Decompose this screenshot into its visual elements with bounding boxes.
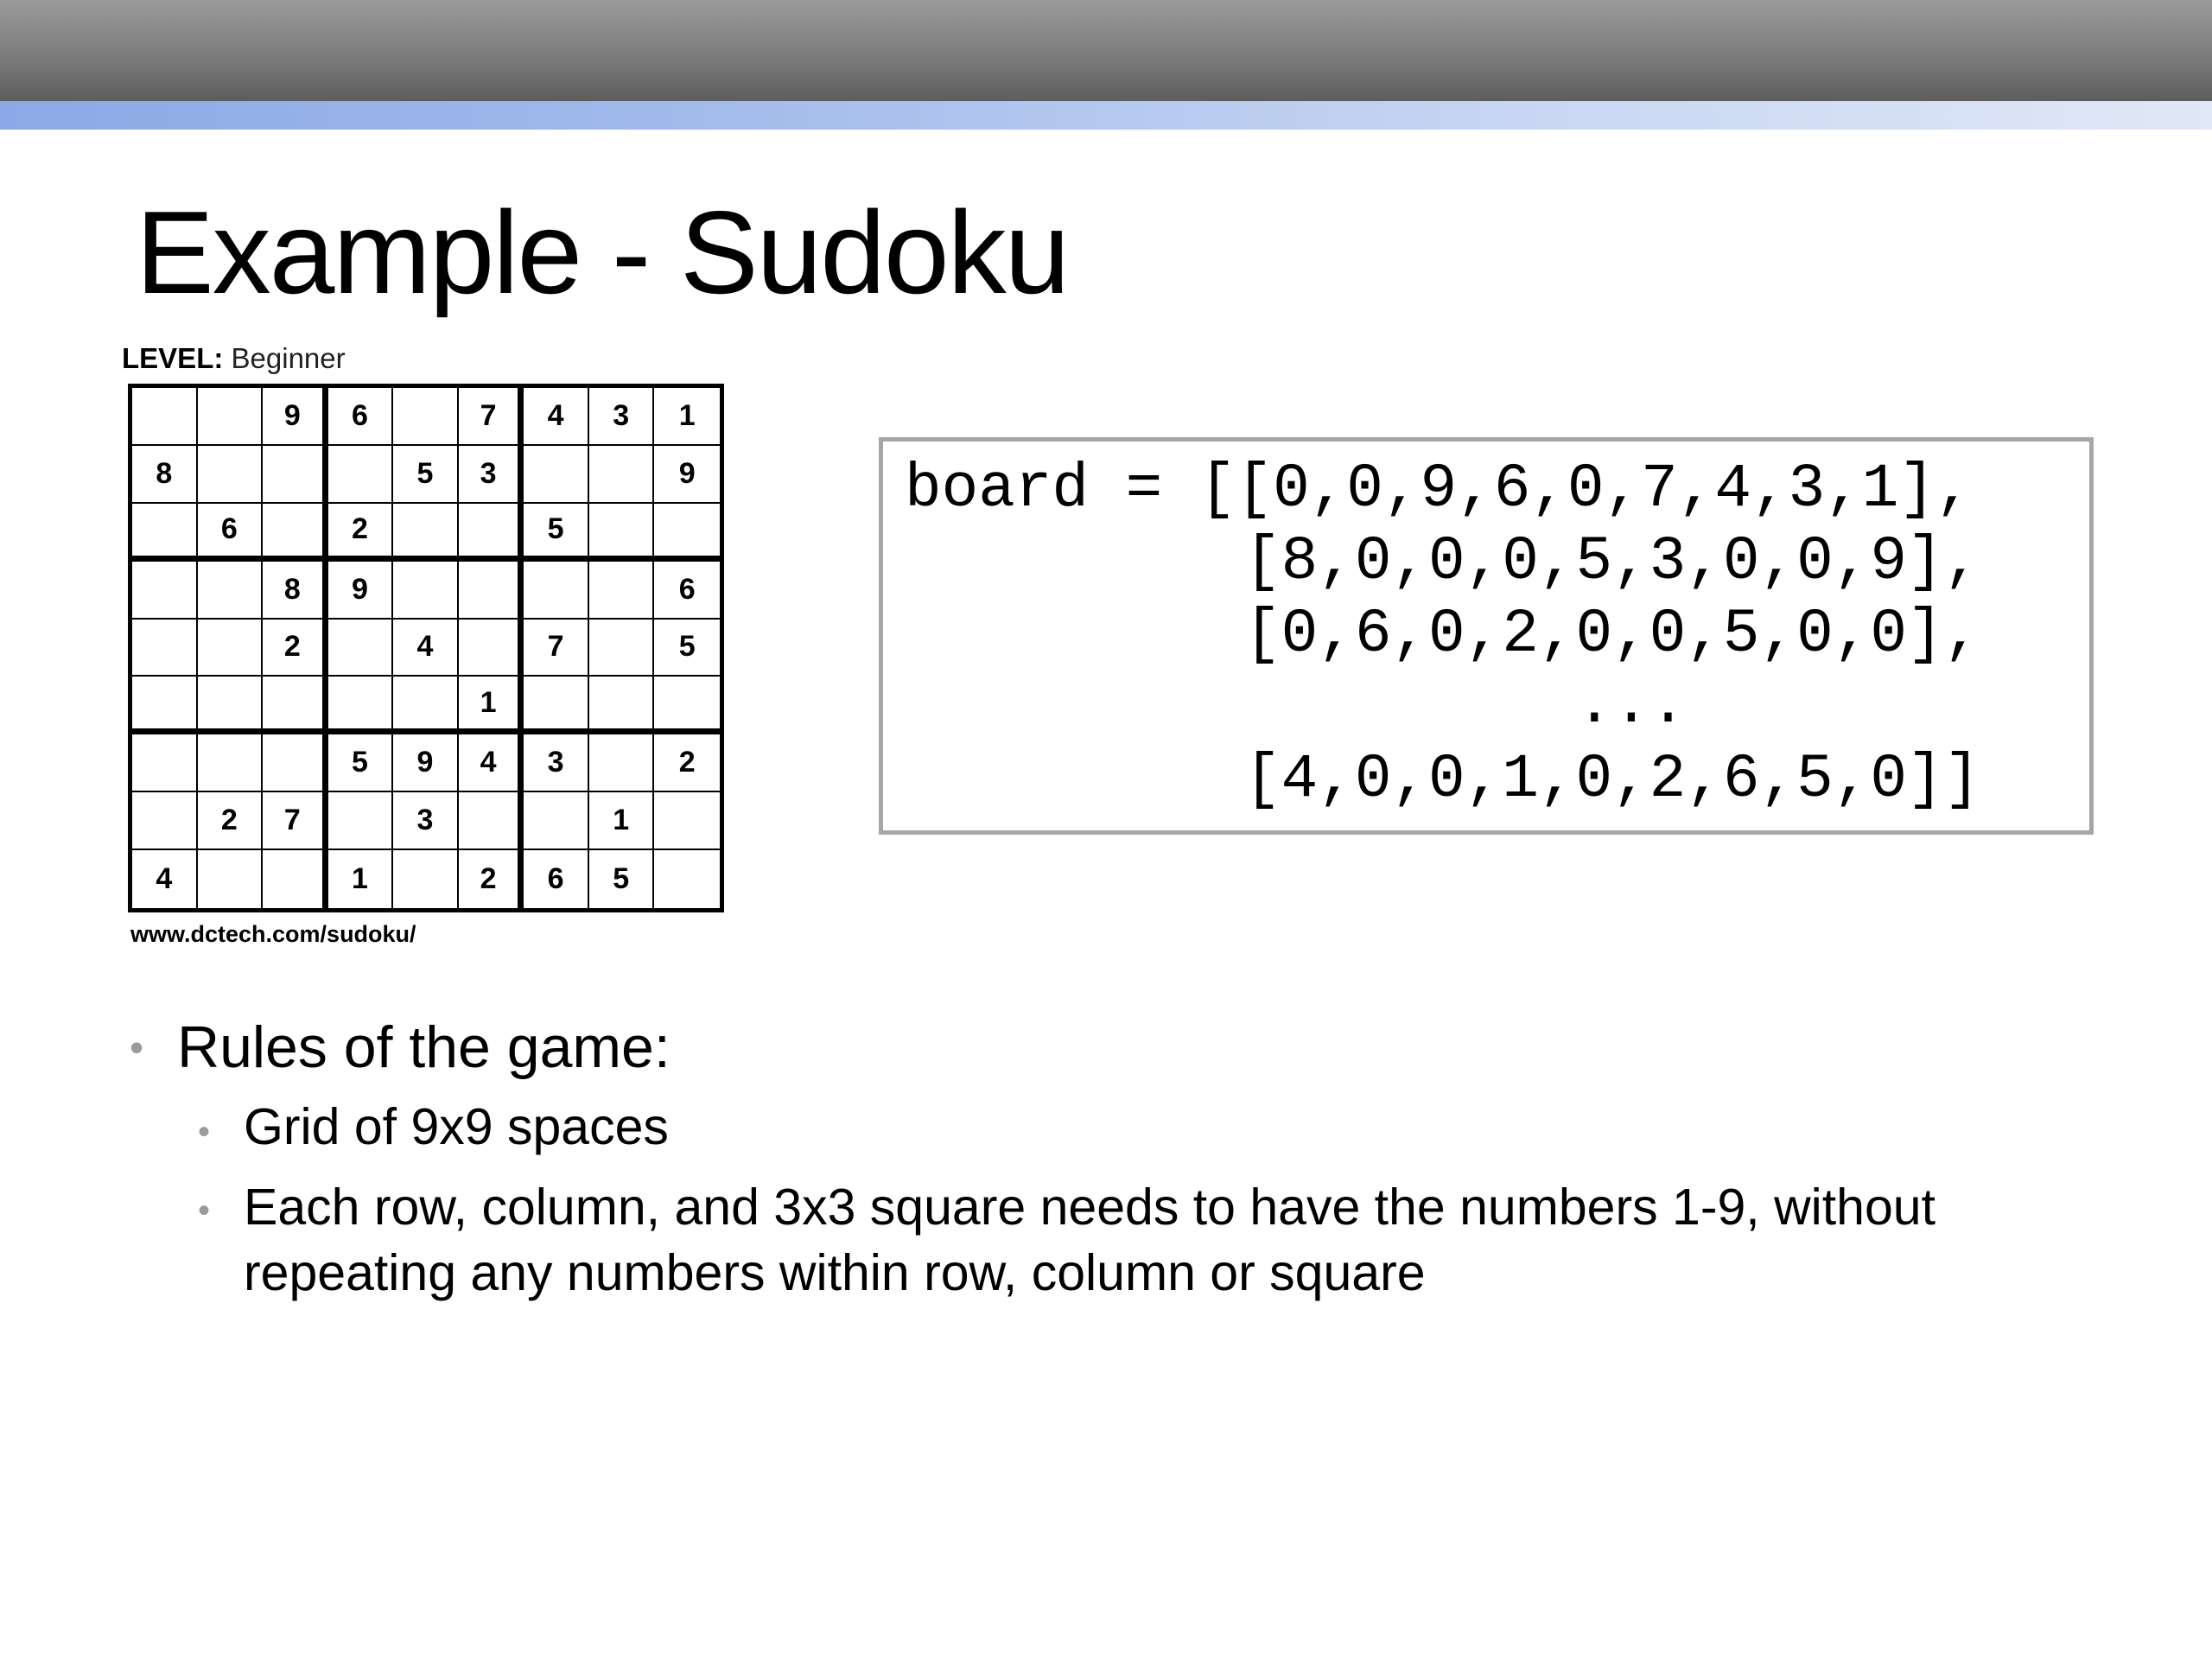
sudoku-cell [263,734,328,792]
bullet-constraint: Each row, column, and 3x3 square needs to have the numbers 1-9, without repeating any numbers within row, column or square [244,1179,1936,1301]
sudoku-cell [132,792,198,850]
sudoku-cell [393,850,459,908]
sudoku-cell: 9 [263,388,328,446]
code-ellipsis: ... [1576,671,1687,741]
level-value: Beginner [231,342,346,374]
sudoku-cell: 7 [263,792,328,850]
sudoku-cell [198,734,264,792]
sudoku-cell: 4 [524,388,589,446]
sudoku-cell [198,620,264,677]
sudoku-cell: 2 [459,850,524,908]
sudoku-cell [132,620,198,677]
sudoku-cell [654,850,720,908]
sudoku-cell: 6 [654,562,720,620]
code-box [879,437,2094,835]
sudoku-cell [198,677,264,734]
sudoku-cell [459,504,524,562]
sudoku-cell [393,504,459,562]
sudoku-cell [589,734,655,792]
sudoku-cell: 8 [263,562,328,620]
sudoku-cell [328,792,394,850]
sudoku-cell [132,562,198,620]
code-line: [4,0,0,1,0,2,6,5,0]] [1244,746,1981,815]
sudoku-cell: 9 [654,446,720,504]
sudoku-cell: 2 [654,734,720,792]
sudoku-cell [589,446,655,504]
sudoku-cell [393,562,459,620]
sudoku-cell [198,446,264,504]
sudoku-cell: 5 [328,734,394,792]
sudoku-cell: 5 [393,446,459,504]
sudoku-cell [589,620,655,677]
sudoku-cell [524,446,589,504]
sudoku-cell [654,504,720,562]
sudoku-cell [263,446,328,504]
sudoku-cell: 3 [459,446,524,504]
sudoku-cell: 2 [263,620,328,677]
bullet-marker: • [198,1113,211,1151]
sudoku-cell: 1 [328,850,394,908]
sudoku-cell: 2 [198,792,264,850]
level-label: LEVEL: [122,342,224,374]
puzzle-level [122,341,346,376]
sudoku-cell [132,734,198,792]
sudoku-cell [263,850,328,908]
sudoku-cell: 4 [393,620,459,677]
sudoku-cell: 6 [328,388,394,446]
sudoku-cell [132,504,198,562]
sudoku-cell [459,562,524,620]
code-line: [0,6,0,2,0,0,5,0,0], [1244,601,1981,670]
header-bar [0,0,2212,101]
sudoku-cell [328,677,394,734]
sudoku-cell [654,677,720,734]
sudoku-cell: 1 [654,388,720,446]
sudoku-cell: 7 [524,620,589,677]
header-accent-stripe [0,101,2212,130]
sudoku-cell: 9 [393,734,459,792]
sudoku-cell: 2 [328,504,394,562]
sudoku-cell [132,388,198,446]
sudoku-cell [459,792,524,850]
slide-title: Example - Sudoku [136,187,1069,318]
sudoku-cell [524,677,589,734]
code-line: [8,0,0,0,5,3,0,0,9], [1244,528,1981,597]
sudoku-cell [393,677,459,734]
sudoku-cell [589,562,655,620]
sudoku-cell: 8 [132,446,198,504]
sudoku-cell [198,562,264,620]
sudoku-cell [328,446,394,504]
sudoku-cell: 5 [524,504,589,562]
sudoku-cell: 5 [654,620,720,677]
sudoku-cell [524,792,589,850]
sudoku-cell [393,388,459,446]
code-line: board = [[0,0,9,6,0,7,4,3,1], [905,455,1973,524]
source-url: www.dctech.com/sudoku/ [130,921,416,947]
sudoku-cell [654,792,720,850]
bullet-rules: Rules of the game: [177,1014,671,1080]
sudoku-cell [132,677,198,734]
sudoku-cell: 1 [589,792,655,850]
sudoku-cell [198,850,264,908]
sudoku-cell: 3 [524,734,589,792]
sudoku-cell: 4 [459,734,524,792]
sudoku-cell [459,620,524,677]
sudoku-cell: 6 [524,850,589,908]
sudoku-grid [128,384,724,912]
sudoku-cell: 4 [132,850,198,908]
sudoku-cell: 7 [459,388,524,446]
sudoku-cell: 9 [328,562,394,620]
sudoku-cell [589,504,655,562]
bullet-grid-size: Grid of 9x9 spaces [244,1098,669,1155]
sudoku-cell: 3 [393,792,459,850]
bullet-marker: • [198,1192,211,1230]
sudoku-cell [524,562,589,620]
sudoku-cell [198,388,264,446]
sudoku-cell [328,620,394,677]
bullet-marker: • [130,1025,144,1070]
sudoku-cell: 5 [589,850,655,908]
sudoku-cell: 1 [459,677,524,734]
sudoku-cell: 6 [198,504,264,562]
sudoku-cell [589,677,655,734]
sudoku-cell: 3 [589,388,655,446]
sudoku-cell [263,504,328,562]
sudoku-cell [263,677,328,734]
